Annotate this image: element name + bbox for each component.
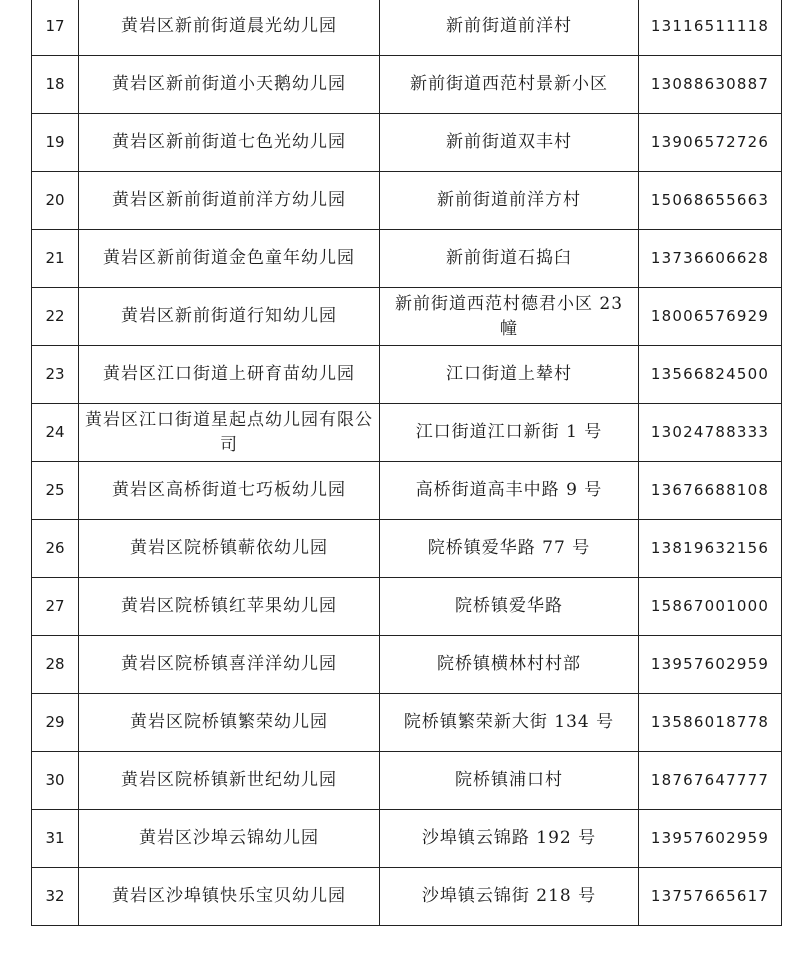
kindergarten-address: 江口街道上辇村 [380, 346, 639, 404]
table-row [32, 230, 782, 288]
table-row [32, 868, 782, 926]
kindergarten-name: 黄岩区江口街道上研育苗幼儿园 [79, 346, 380, 404]
row-number: 23 [32, 346, 79, 404]
kindergarten-address: 江口街道江口新街 1 号 [380, 404, 639, 462]
kindergarten-name: 黄岩区新前街道晨光幼儿园 [79, 0, 380, 56]
row-number: 30 [32, 752, 79, 810]
table-row [32, 172, 782, 230]
kindergarten-name: 黄岩区高桥街道七巧板幼儿园 [79, 462, 380, 520]
contact-phone: 13088630887 [639, 56, 782, 114]
row-number: 19 [32, 114, 79, 172]
kindergarten-name: 黄岩区院桥镇喜洋洋幼儿园 [79, 636, 380, 694]
table-row [32, 404, 782, 462]
table-row [32, 578, 782, 636]
kindergarten-name: 黄岩区沙埠镇快乐宝贝幼儿园 [79, 868, 380, 926]
kindergarten-name: 黄岩区院桥镇蕲依幼儿园 [79, 520, 380, 578]
contact-phone: 18767647777 [639, 752, 782, 810]
table-row [32, 810, 782, 868]
contact-phone: 13957602959 [639, 810, 782, 868]
table-row [32, 0, 782, 56]
row-number: 29 [32, 694, 79, 752]
table-row [32, 694, 782, 752]
row-number: 26 [32, 520, 79, 578]
table-body [32, 0, 782, 926]
row-number: 32 [32, 868, 79, 926]
kindergarten-table [31, 0, 782, 926]
contact-phone: 13957602959 [639, 636, 782, 694]
kindergarten-address: 院桥镇爱华路 77 号 [380, 520, 639, 578]
row-number: 22 [32, 288, 79, 346]
table-row [32, 288, 782, 346]
row-number: 25 [32, 462, 79, 520]
contact-phone: 13757665617 [639, 868, 782, 926]
kindergarten-address: 高桥街道高丰中路 9 号 [380, 462, 639, 520]
contact-phone: 15867001000 [639, 578, 782, 636]
table-row [32, 56, 782, 114]
row-number: 24 [32, 404, 79, 462]
contact-phone: 13024788333 [639, 404, 782, 462]
kindergarten-name: 黄岩区院桥镇红苹果幼儿园 [79, 578, 380, 636]
kindergarten-address: 新前街道石捣臼 [380, 230, 639, 288]
row-number: 27 [32, 578, 79, 636]
contact-phone: 13566824500 [639, 346, 782, 404]
kindergarten-name: 黄岩区院桥镇繁荣幼儿园 [79, 694, 380, 752]
table-row [32, 346, 782, 404]
row-number: 18 [32, 56, 79, 114]
table-row [32, 752, 782, 810]
row-number: 20 [32, 172, 79, 230]
kindergarten-name: 黄岩区新前街道行知幼儿园 [79, 288, 380, 346]
contact-phone: 13676688108 [639, 462, 782, 520]
table-row [32, 636, 782, 694]
row-number: 17 [32, 0, 79, 56]
kindergarten-name: 黄岩区新前街道金色童年幼儿园 [79, 230, 380, 288]
contact-phone: 13586018778 [639, 694, 782, 752]
contact-phone: 13906572726 [639, 114, 782, 172]
contact-phone: 13116511118 [639, 0, 782, 56]
kindergarten-address: 院桥镇浦口村 [380, 752, 639, 810]
table-row [32, 462, 782, 520]
contact-phone: 13819632156 [639, 520, 782, 578]
row-number: 21 [32, 230, 79, 288]
kindergarten-name: 黄岩区沙埠云锦幼儿园 [79, 810, 380, 868]
kindergarten-address: 新前街道前洋方村 [380, 172, 639, 230]
kindergarten-address: 沙埠镇云锦街 218 号 [380, 868, 639, 926]
table-row [32, 114, 782, 172]
kindergarten-address: 院桥镇爱华路 [380, 578, 639, 636]
kindergarten-address: 新前街道西范村德君小区 23 幢 [380, 288, 639, 346]
contact-phone: 13736606628 [639, 230, 782, 288]
kindergarten-address: 新前街道西范村景新小区 [380, 56, 639, 114]
contact-phone: 18006576929 [639, 288, 782, 346]
kindergarten-name: 黄岩区新前街道前洋方幼儿园 [79, 172, 380, 230]
table-row [32, 520, 782, 578]
kindergarten-address: 沙埠镇云锦路 192 号 [380, 810, 639, 868]
kindergarten-name: 黄岩区新前街道七色光幼儿园 [79, 114, 380, 172]
kindergarten-name: 黄岩区院桥镇新世纪幼儿园 [79, 752, 380, 810]
kindergarten-address: 院桥镇繁荣新大街 134 号 [380, 694, 639, 752]
kindergarten-address: 新前街道双丰村 [380, 114, 639, 172]
contact-phone: 15068655663 [639, 172, 782, 230]
kindergarten-address: 新前街道前洋村 [380, 0, 639, 56]
row-number: 31 [32, 810, 79, 868]
kindergarten-address: 院桥镇横林村村部 [380, 636, 639, 694]
row-number: 28 [32, 636, 79, 694]
kindergarten-name: 黄岩区江口街道星起点幼儿园有限公司 [79, 404, 380, 462]
kindergarten-name: 黄岩区新前街道小天鹅幼儿园 [79, 56, 380, 114]
